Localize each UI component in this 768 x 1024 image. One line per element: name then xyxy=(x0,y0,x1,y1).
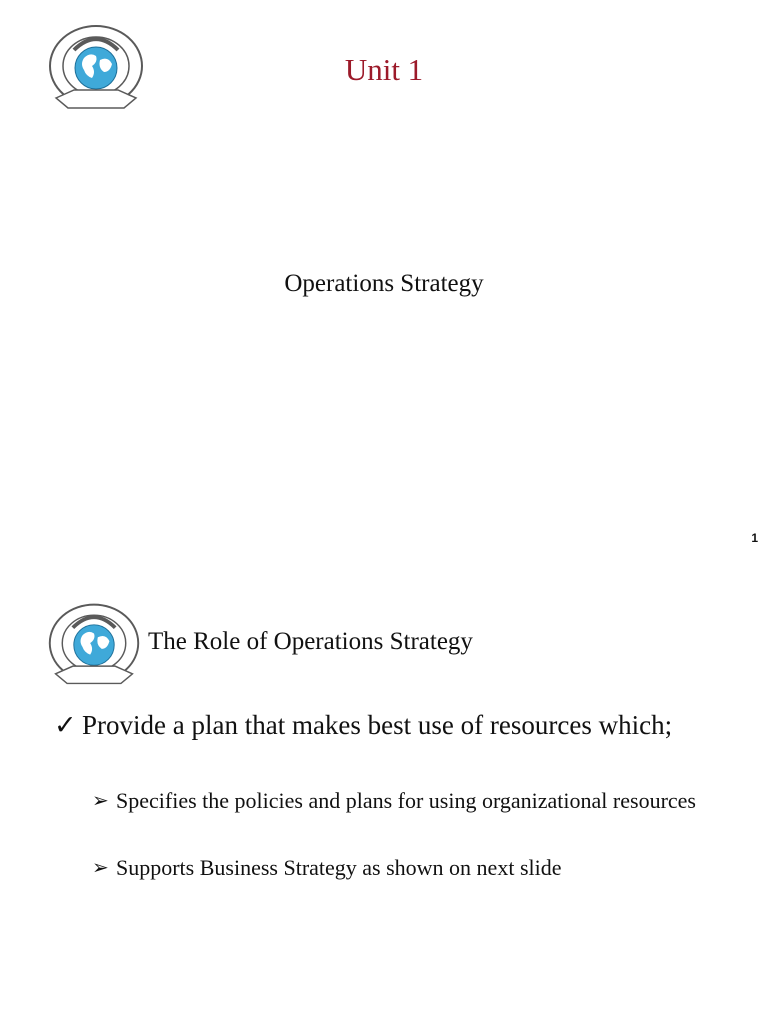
sub-bullet-text: Specifies the policies and plans for using organizational resources xyxy=(116,788,696,813)
main-bullet-text: Provide a plan that makes best use of resources which; xyxy=(82,710,673,740)
arrow-bullet-icon: ➢ xyxy=(92,790,109,812)
institute-seal-icon xyxy=(44,598,144,692)
slide-subtitle: Operations Strategy xyxy=(284,270,484,297)
sub-bullet xyxy=(92,854,712,882)
main-bullet xyxy=(54,708,694,742)
sub-bullet xyxy=(92,787,712,815)
slide-title: Unit 1 xyxy=(344,52,424,87)
slide-2 xyxy=(0,560,768,1024)
slide-title: The Role of Operations Strategy xyxy=(148,628,473,655)
arrow-bullet-icon: ➢ xyxy=(92,857,109,879)
sub-bullet-text: Supports Business Strategy as shown on next slide xyxy=(116,855,562,880)
page-number: 1 xyxy=(751,531,758,545)
checkmark-icon: ✓ xyxy=(54,710,77,740)
